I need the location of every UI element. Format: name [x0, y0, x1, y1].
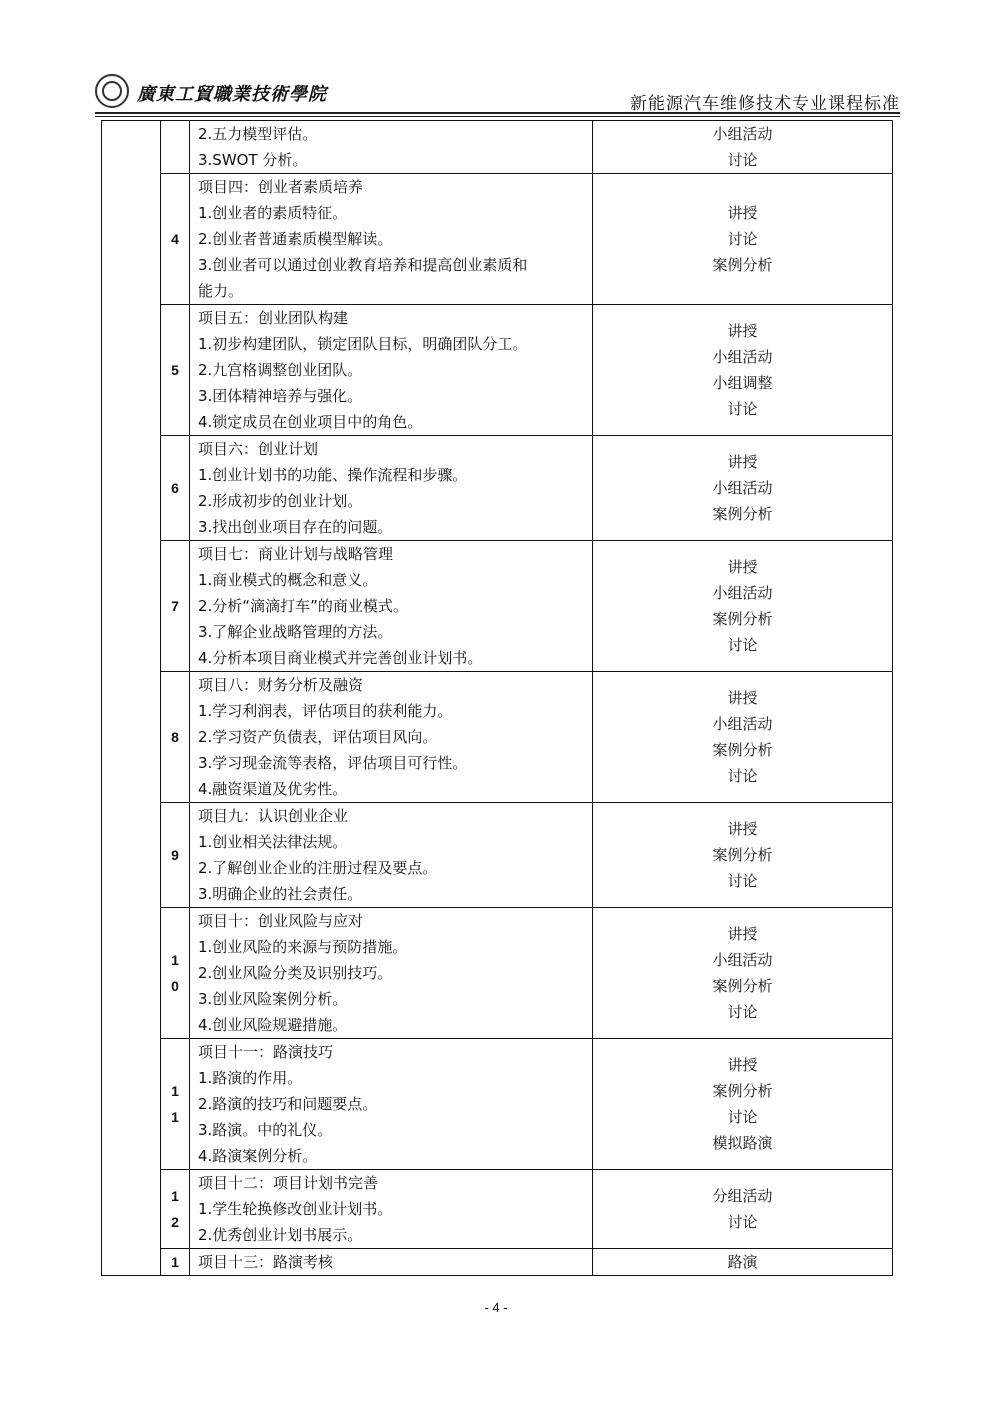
teaching-method: 讨论	[727, 1213, 758, 1231]
row-number-cell	[161, 1170, 190, 1249]
row-number-cell	[161, 1039, 190, 1170]
teaching-method-cell	[593, 908, 893, 1039]
teaching-method: 案例分析	[712, 505, 773, 523]
teaching-method-cell	[593, 672, 893, 803]
row-number: 4	[171, 231, 179, 247]
header-divider-thin	[95, 116, 900, 117]
row-number-cell	[161, 541, 190, 672]
teaching-method: 小组活动	[712, 479, 773, 497]
content-line: 2.路演的技巧和问题要点。	[198, 1095, 378, 1113]
teaching-method: 讨论	[727, 1108, 758, 1126]
blank-cell	[102, 908, 161, 1039]
row-number-cell	[161, 1249, 190, 1276]
table-row	[102, 1039, 893, 1170]
content-cell	[190, 305, 593, 436]
project-title: 项目六：创业计划	[198, 440, 319, 458]
content-line: 1.路演的作用。	[198, 1069, 303, 1087]
content-cell	[190, 1249, 593, 1276]
content-cell	[190, 121, 593, 174]
content-line: 1.学习利润表，评估项目的获利能力。	[198, 702, 453, 720]
row-number: 8	[171, 729, 179, 745]
content-cell	[190, 436, 593, 541]
project-title: 项目十一：路演技巧	[198, 1043, 334, 1061]
teaching-method: 案例分析	[712, 977, 773, 995]
row-number-digit: 1	[171, 952, 179, 968]
teaching-method: 讲授	[727, 925, 758, 943]
content-line: 3.SWOT 分析。	[198, 151, 308, 169]
content-line: 2.创业者普通素质模型解读。	[198, 230, 393, 248]
row-number-cell	[161, 803, 190, 908]
content-cell	[190, 174, 593, 305]
content-line: 3.创业风险案例分析。	[198, 990, 348, 1008]
row-number: 6	[171, 480, 179, 496]
content-line: 1.初步构建团队，锁定团队目标，明确团队分工。	[198, 335, 528, 353]
teaching-method: 分组活动	[712, 1187, 773, 1205]
content-line: 4.路演案例分析。	[198, 1147, 318, 1165]
teaching-method: 小组调整	[712, 374, 773, 392]
content-line: 4.锁定成员在创业项目中的角色。	[198, 413, 423, 431]
content-line: 2.九宫格调整创业团队。	[198, 361, 363, 379]
row-number: 9	[171, 847, 179, 863]
table-row	[102, 174, 893, 305]
content-line: 3.了解企业战略管理的方法。	[198, 623, 393, 641]
teaching-method: 讨论	[727, 400, 758, 418]
table-row	[102, 121, 893, 174]
blank-cell	[102, 803, 161, 908]
teaching-method: 案例分析	[712, 256, 773, 274]
teaching-method-cell	[593, 174, 893, 305]
content-line: 2.形成初步的创业计划。	[198, 492, 363, 510]
teaching-method: 案例分析	[712, 741, 773, 759]
teaching-method: 案例分析	[712, 1082, 773, 1100]
row-number-digit: 2	[171, 1214, 179, 1230]
content-cell	[190, 803, 593, 908]
teaching-method: 模拟路演	[712, 1134, 773, 1152]
content-line: 3.找出创业项目存在的问题。	[198, 518, 393, 536]
content-line: 1.创业者的素质特征。	[198, 204, 348, 222]
school-name: 廣東工貿職業技術學院	[137, 84, 327, 105]
row-number: 1	[171, 1254, 179, 1270]
project-title: 项目四：创业者素质培养	[198, 178, 364, 196]
blank-cell	[102, 1249, 161, 1276]
blank-cell	[102, 672, 161, 803]
curriculum-table-container	[101, 120, 892, 1276]
content-line: 1.创业风险的来源与预防措施。	[198, 938, 408, 956]
teaching-method-cell	[593, 436, 893, 541]
teaching-method: 讨论	[727, 767, 758, 785]
content-line: 3.路演。中的礼仪。	[198, 1121, 333, 1139]
row-number-cell	[161, 672, 190, 803]
row-number-cell	[161, 908, 190, 1039]
blank-cell	[102, 436, 161, 541]
teaching-method: 讨论	[727, 872, 758, 890]
teaching-method: 讲授	[727, 820, 758, 838]
row-number-digit: 1	[171, 1083, 179, 1099]
document-title: 新能源汽车维修技术专业课程标准	[630, 94, 900, 114]
project-title: 项目八：财务分析及融资	[198, 676, 364, 694]
table-row	[102, 436, 893, 541]
teaching-method: 小组活动	[712, 348, 773, 366]
header-divider	[95, 112, 900, 114]
content-line: 4.创业风险规避措施。	[198, 1016, 348, 1034]
teaching-method: 案例分析	[712, 846, 773, 864]
teaching-method: 小组活动	[712, 951, 773, 969]
content-line: 1.学生轮换修改创业计划书。	[198, 1200, 393, 1218]
teaching-method: 讲授	[727, 453, 758, 471]
content-line: 1.创业计划书的功能、操作流程和步骤。	[198, 466, 468, 484]
row-number-digit: 0	[171, 978, 179, 994]
teaching-method: 讨论	[727, 1003, 758, 1021]
teaching-method: 小组活动	[712, 125, 773, 143]
project-title: 项目五：创业团队构建	[198, 309, 349, 327]
content-line: 3.明确企业的社会责任。	[198, 885, 363, 903]
teaching-method: 讲授	[727, 322, 758, 340]
teaching-method: 讲授	[727, 558, 758, 576]
school-logo-icon	[95, 74, 129, 108]
row-number-cell	[161, 121, 190, 174]
teaching-method-cell	[593, 1170, 893, 1249]
content-line: 3.学习现金流等表格，评估项目可行性。	[198, 754, 468, 772]
page-number: - 4 -	[484, 1300, 508, 1315]
teaching-method: 小组活动	[712, 584, 773, 602]
project-title: 项目九：认识创业企业	[198, 807, 349, 825]
content-line: 2.优秀创业计划书展示。	[198, 1226, 363, 1244]
content-line: 2.五力模型评估。	[198, 125, 318, 143]
table-row	[102, 1170, 893, 1249]
teaching-method: 讨论	[727, 151, 758, 169]
blank-cell	[102, 541, 161, 672]
page-header	[95, 70, 900, 112]
teaching-method-cell	[593, 1039, 893, 1170]
project-title: 项目七：商业计划与战略管理	[198, 545, 394, 563]
teaching-method: 案例分析	[712, 610, 773, 628]
content-line: 能力。	[198, 282, 244, 300]
teaching-method-cell	[593, 121, 893, 174]
content-cell	[190, 541, 593, 672]
content-cell	[190, 672, 593, 803]
content-line: 2.分析“滴滴打车”的商业模式。	[198, 597, 408, 615]
content-line: 1.商业模式的概念和意义。	[198, 571, 378, 589]
row-number-cell	[161, 305, 190, 436]
content-line: 2.创业风险分类及识别技巧。	[198, 964, 393, 982]
row-number-digit: 1	[171, 1188, 179, 1204]
project-title: 项目十三：路演考核	[198, 1253, 334, 1271]
teaching-method: 讲授	[727, 1056, 758, 1074]
content-cell	[190, 1039, 593, 1170]
blank-cell	[102, 121, 161, 174]
teaching-method: 小组活动	[712, 715, 773, 733]
row-number-cell	[161, 436, 190, 541]
table-row	[102, 672, 893, 803]
content-line: 1.创业相关法律法规。	[198, 833, 348, 851]
content-line: 2.学习资产负债表，评估项目风向。	[198, 728, 438, 746]
teaching-method-cell	[593, 803, 893, 908]
content-line: 3.团体精神培养与强化。	[198, 387, 363, 405]
row-number: 5	[171, 362, 179, 378]
teaching-method-cell	[593, 305, 893, 436]
content-cell	[190, 908, 593, 1039]
teaching-method: 讨论	[727, 230, 758, 248]
teaching-method-cell	[593, 541, 893, 672]
content-line: 4.融资渠道及优劣性。	[198, 780, 348, 798]
row-number: 7	[171, 598, 179, 614]
table-row	[102, 803, 893, 908]
content-line: 2.了解创业企业的注册过程及要点。	[198, 859, 438, 877]
row-number-digit: 1	[171, 1109, 179, 1125]
content-cell	[190, 1170, 593, 1249]
content-line: 3.创业者可以通过创业教育培养和提高创业素质和	[198, 256, 528, 274]
blank-cell	[102, 305, 161, 436]
teaching-method: 讨论	[727, 636, 758, 654]
table-row	[102, 305, 893, 436]
teaching-method: 讲授	[727, 204, 758, 222]
blank-cell	[102, 1170, 161, 1249]
teaching-method: 讲授	[727, 689, 758, 707]
teaching-method-cell	[593, 1249, 893, 1276]
curriculum-table	[101, 120, 893, 1276]
blank-cell	[102, 1039, 161, 1170]
blank-cell	[102, 174, 161, 305]
project-title: 项目十：创业风险与应对	[198, 912, 364, 930]
content-line: 4.分析本项目商业模式并完善创业计划书。	[198, 649, 483, 667]
table-row	[102, 1249, 893, 1276]
curriculum-table-body	[102, 121, 893, 1276]
table-row	[102, 541, 893, 672]
project-title: 项目十二：项目计划书完善	[198, 1174, 379, 1192]
table-row	[102, 908, 893, 1039]
row-number-cell	[161, 174, 190, 305]
teaching-method: 路演	[727, 1253, 758, 1271]
